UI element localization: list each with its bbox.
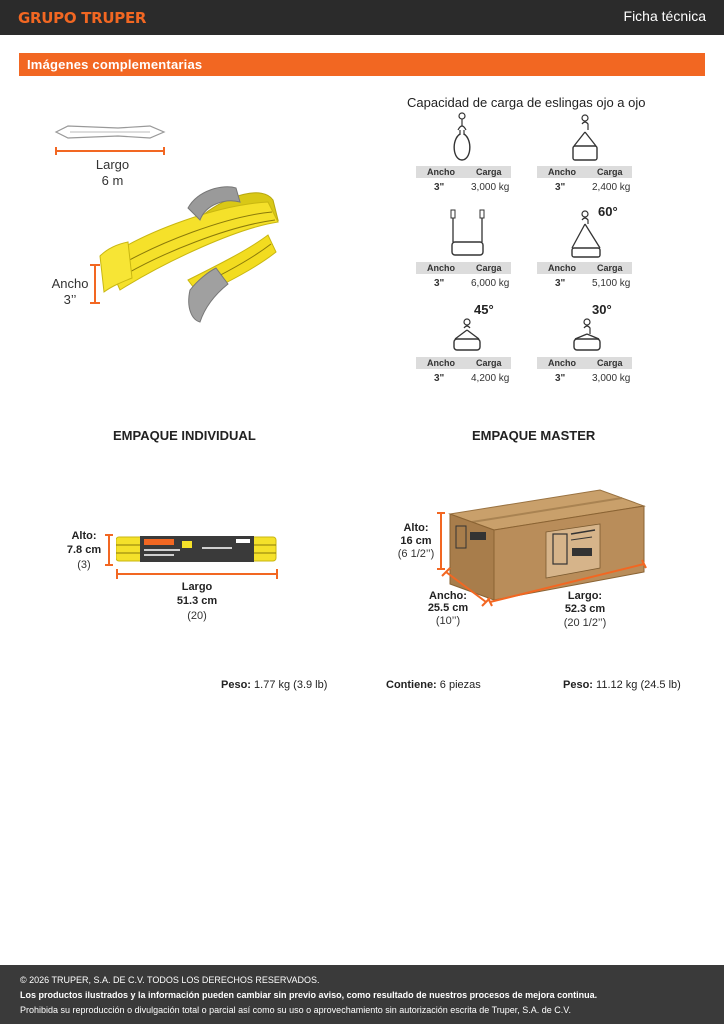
capacity-width-value: 3" (555, 278, 566, 289)
capacity-load-value: 2,400 kg (592, 182, 631, 193)
col-width-label: Ancho (548, 263, 576, 273)
master-weight-label: Peso: (563, 679, 593, 691)
col-width-label: Ancho (548, 167, 576, 177)
individual-weight-label: Peso: (221, 679, 251, 691)
document-type-label: Ficha técnica (623, 8, 706, 24)
individual-length-label: Largo (181, 581, 213, 593)
product-width-label: Ancho (51, 276, 89, 291)
master-contents-value: 6 piezas (439, 679, 481, 691)
col-load-label: Carga (476, 358, 502, 368)
master-height-value: 16 cm (400, 535, 432, 547)
col-width-label: Ancho (427, 263, 455, 273)
capacity-header (537, 357, 632, 369)
sling-length-schematic (50, 122, 175, 158)
individual-height-inches: (3) (77, 559, 91, 571)
capacity-load-value: 5,100 kg (592, 278, 631, 289)
col-load-label: Carga (597, 358, 623, 368)
capacity-width-value: 3" (555, 373, 566, 384)
col-width-label: Ancho (427, 167, 455, 177)
capacity-width-value: 3" (555, 182, 566, 193)
product-length-label: Largo (95, 157, 130, 172)
master-contents (386, 679, 481, 691)
col-load-label: Carga (476, 263, 502, 273)
col-width-label: Ancho (427, 358, 455, 368)
master-length-label: Largo: (567, 590, 603, 602)
bridle-30-icon (570, 318, 606, 352)
choker-hitch-icon (568, 114, 602, 164)
col-load-label: Carga (597, 263, 623, 273)
section-title: Imágenes complementarias (27, 57, 203, 72)
footer-copyright: © 2026 TRUPER, S.A. DE C.V. TODOS LOS DERECHOS RESERVADOS. (20, 975, 320, 985)
col-width-label: Ancho (548, 358, 576, 368)
capacity-load-value: 6,000 kg (471, 278, 510, 289)
angle-label-30: 30° (592, 302, 612, 317)
master-weight (563, 679, 681, 691)
master-height-label: Alto: (403, 522, 429, 534)
capacity-width-value: 3" (434, 182, 445, 193)
col-load-label: Carga (597, 167, 623, 177)
master-width-label: Ancho: (429, 590, 467, 602)
individual-package-image (116, 533, 277, 565)
product-width-value: 3’’ (63, 292, 77, 307)
capacity-header (537, 262, 632, 274)
capacity-header (416, 166, 511, 178)
capacity-title: Capacidad de carga de eslingas ojo a ojo (407, 95, 646, 110)
vertical-hitch-icon (447, 112, 477, 164)
master-weight-value: 11.12 kg (24.5 lb) (596, 679, 681, 691)
capacity-width-value: 3" (434, 373, 445, 384)
capacity-header (416, 357, 511, 369)
angle-label-60: 60° (598, 204, 618, 219)
section-header (19, 53, 705, 76)
footer (0, 965, 724, 1024)
individual-length-inches: (20) (187, 610, 207, 622)
master-width-inches: (10’’) (435, 615, 461, 627)
individual-weight (221, 679, 327, 691)
bridle-45-icon (450, 318, 486, 352)
individual-length-marker (114, 567, 280, 581)
master-length-value: 52.3 cm (564, 603, 606, 615)
individual-weight-value: 1.77 kg (3.9 lb) (254, 679, 328, 691)
product-length-value: 6 m (101, 173, 124, 188)
brand-logo: GRUPO TRUPER (18, 9, 147, 27)
master-contents-label: Contiene: (386, 679, 437, 691)
individual-package-title: EMPAQUE INDIVIDUAL (113, 428, 256, 443)
capacity-load-value: 4,200 kg (471, 373, 510, 384)
master-width-value: 25.5 cm (427, 602, 469, 614)
capacity-load-value: 3,000 kg (471, 182, 510, 193)
individual-height-marker (102, 532, 116, 568)
footer-notice: Los productos ilustrados y la información pueden cambiar sin previo aviso, como resultado de nuestros procesos de mejora continua. (20, 990, 598, 1000)
sling-product-image (88, 180, 284, 330)
angle-label-45: 45° (474, 302, 494, 317)
individual-height-value: 7.8 cm (66, 544, 102, 556)
master-height-inches: (6 1/2’’) (397, 548, 435, 560)
basket-hitch-icon (446, 208, 490, 258)
master-package-title: EMPAQUE MASTER (472, 428, 596, 443)
footer-prohibition: Prohibida su reproducción o divulgación total o parcial así como su uso o aprovechamiento sin autorización escrita de Truper, S.A. de C.V. (20, 1005, 571, 1015)
individual-height-label: Alto: (71, 530, 97, 542)
top-header-bar (0, 0, 724, 35)
capacity-header (537, 166, 632, 178)
individual-length-value: 51.3 cm (176, 595, 218, 607)
capacity-header (416, 262, 511, 274)
capacity-load-value: 3,000 kg (592, 373, 631, 384)
col-load-label: Carga (476, 167, 502, 177)
capacity-width-value: 3" (434, 278, 445, 289)
master-length-inches: (20 1/2’’) (563, 617, 607, 629)
